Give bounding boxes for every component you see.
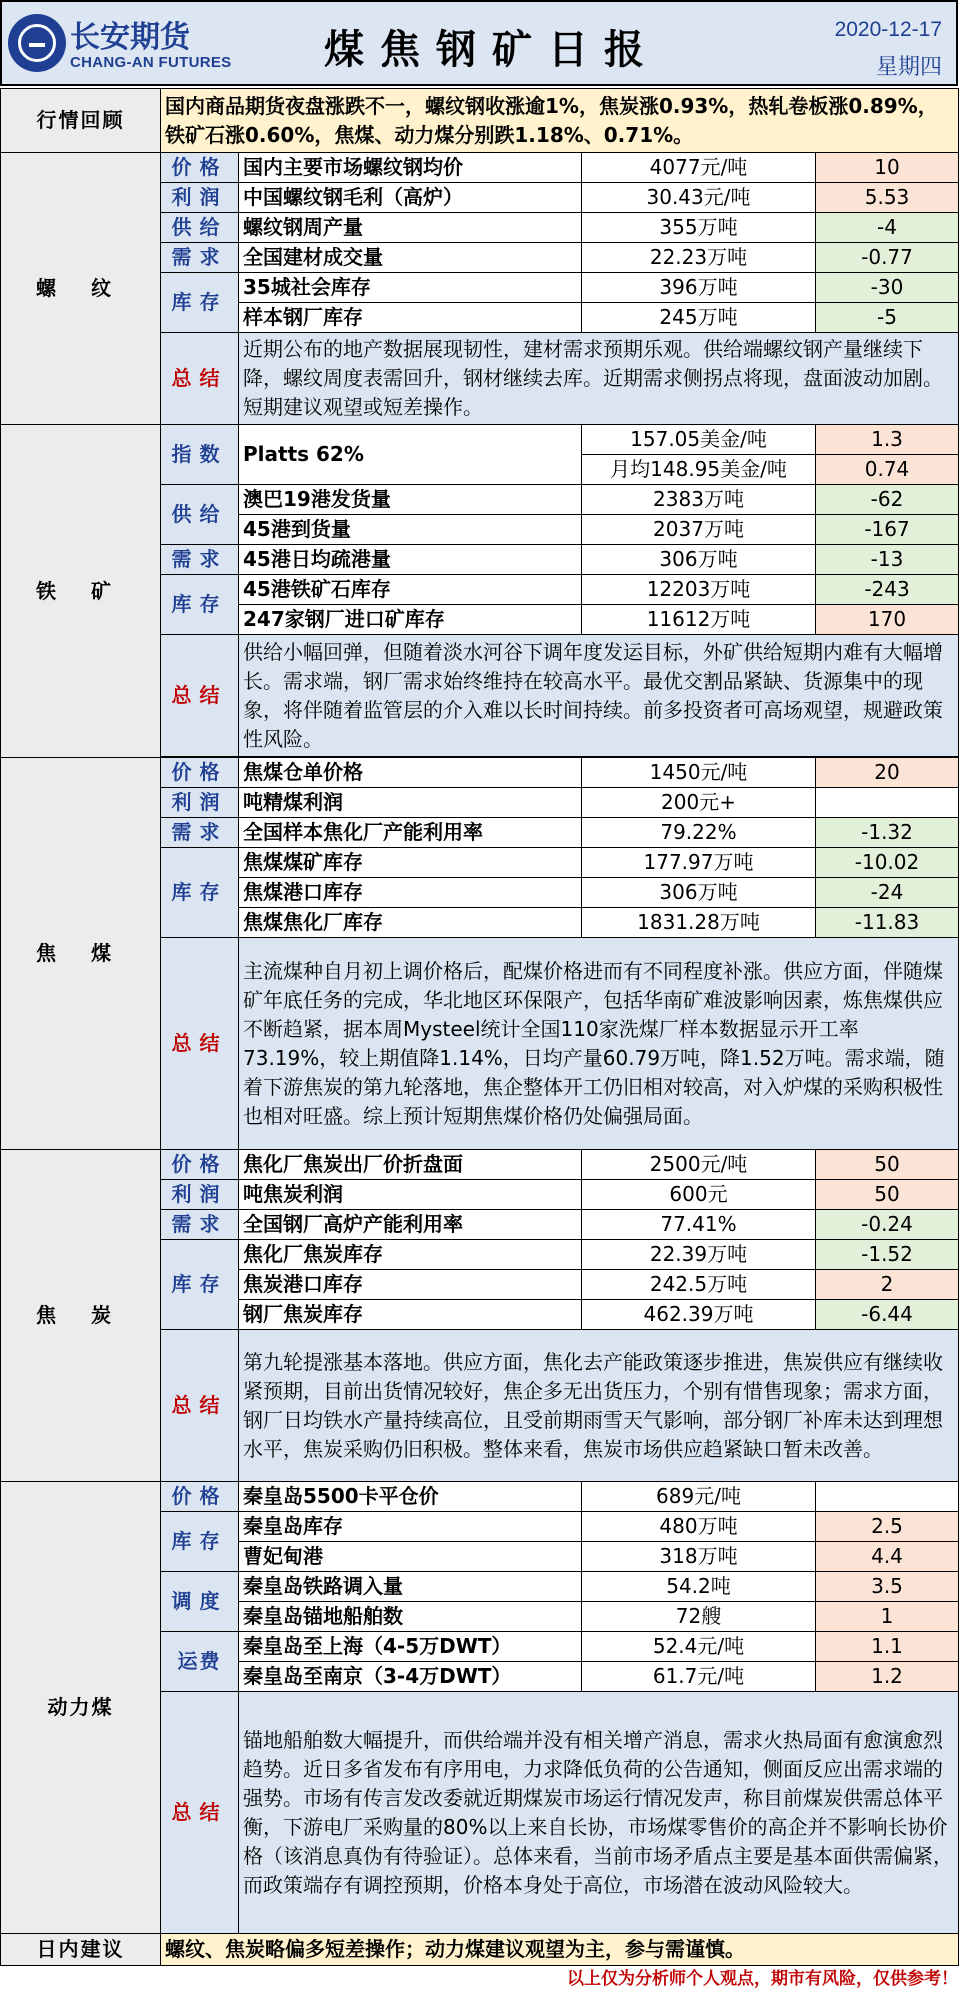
- row-change: 20: [816, 758, 959, 788]
- row-item: 钢厂焦炭库存: [239, 1300, 582, 1330]
- coking-coal-row: [1, 758, 959, 788]
- commodity-coking-coal: 焦 煤: [1, 758, 161, 1150]
- row-change: 2: [816, 1270, 959, 1300]
- row-label: 调度: [161, 1572, 239, 1632]
- row-change: 0.74: [816, 455, 959, 485]
- row-change: -4: [816, 213, 959, 243]
- row-value: 177.97万吨: [582, 848, 816, 878]
- row-label: 库存: [161, 575, 239, 635]
- row-change: -10.02: [816, 848, 959, 878]
- row-value: 11612万吨: [582, 605, 816, 635]
- row-item: 45港铁矿石库存: [239, 575, 582, 605]
- row-change: [816, 1482, 959, 1512]
- row-label: 价格: [161, 758, 239, 788]
- row-value: 月均148.95美金/吨: [582, 455, 816, 485]
- row-label: 库存: [161, 848, 239, 938]
- row-item: 秦皇岛锚地船舶数: [239, 1602, 582, 1632]
- row-change: -0.24: [816, 1210, 959, 1240]
- row-change: 1.2: [816, 1662, 959, 1692]
- report-date: 2020-12-17: [834, 18, 942, 41]
- company-name-en: CHANG-AN FUTURES: [70, 54, 232, 71]
- row-change: 3.5: [816, 1572, 959, 1602]
- row-change: 170: [816, 605, 959, 635]
- row-value: 306万吨: [582, 545, 816, 575]
- row-item: 全国建材成交量: [239, 243, 582, 273]
- row-value: 306万吨: [582, 878, 816, 908]
- row-change: 4.4: [816, 1542, 959, 1572]
- report-weekday: 星期四: [875, 55, 942, 80]
- row-change: 10: [816, 153, 959, 183]
- rebar-row: [1, 153, 959, 183]
- row-change: 2.5: [816, 1512, 959, 1542]
- row-value: 12203万吨: [582, 575, 816, 605]
- row-value: 689元/吨: [582, 1482, 816, 1512]
- row-label: 利润: [161, 183, 239, 213]
- row-item: 焦化厂焦炭出厂价折盘面: [239, 1150, 582, 1180]
- row-label: 库存: [161, 1240, 239, 1330]
- row-label: 库存: [161, 273, 239, 333]
- row-item: 吨精煤利润: [239, 788, 582, 818]
- row-item: 焦化厂焦炭库存: [239, 1240, 582, 1270]
- row-change: 1.3: [816, 425, 959, 455]
- row-item: 样本钢厂库存: [239, 303, 582, 333]
- company-name-cn: 长安期货: [70, 20, 190, 55]
- row-item: 焦煤煤矿库存: [239, 848, 582, 878]
- row-item: 秦皇岛至上海（4-5万DWT）: [239, 1632, 582, 1662]
- coke-summary: 第九轮提涨基本落地。供应方面，焦化去产能政策逐步推进，焦炭供应有继续收紧预期，目前出货情况较好，焦企多无出货压力，个别有惜售现象；需求方面，钢厂日均铁水产量持续高位，且受前期雨雪天气影响，部分钢厂补库未达到理想水平，焦炭采购仍旧积极。整体来看，焦炭市场供应趋紧缺口暂未改善。: [239, 1330, 959, 1482]
- row-label: 运费: [161, 1632, 239, 1692]
- row-change: -6.44: [816, 1300, 959, 1330]
- row-item: 247家钢厂进口矿库存: [239, 605, 582, 635]
- row-value: 1450元/吨: [582, 758, 816, 788]
- row-item: 吨焦炭利润: [239, 1180, 582, 1210]
- ore-summary: 供给小幅回弹，但随着淡水河谷下调年度发运目标，外矿供给短期内难有大幅增长。需求端，钢厂需求始终维持在较高水平。最优交割品紧缺、货源集中的现象，将伴随着监管层的介入难以长时间持续。前多投资者可高场观望，规避政策性风险。: [239, 635, 959, 757]
- row-label: 需求: [161, 243, 239, 273]
- row-value: 77.41%: [582, 1210, 816, 1240]
- commodity-ore: 铁 矿: [1, 425, 161, 758]
- row-value: 2383万吨: [582, 485, 816, 515]
- row-item: 秦皇岛至南京（3-4万DWT）: [239, 1662, 582, 1692]
- review-label: 行情回顾: [1, 89, 161, 153]
- ore-index-row: [1, 425, 959, 455]
- row-value: 72艘: [582, 1602, 816, 1632]
- rebar-summary: 近期公布的地产数据展现韧性，建材需求预期乐观。供给端螺纹钢产量继续下降，螺纹周度表需回升，钢材继续去库。近期需求侧拐点将现，盘面波动加剧。短期建议观望或短差操作。: [239, 333, 959, 425]
- row-change: -1.32: [816, 818, 959, 848]
- commodity-coke: 焦 炭: [1, 1150, 161, 1482]
- row-value: 54.2吨: [582, 1572, 816, 1602]
- intraday-label: 日内建议: [1, 1934, 161, 1966]
- row-item: 国内主要市场螺纹钢均价: [239, 153, 582, 183]
- row-item: 35城社会库存: [239, 273, 582, 303]
- row-item: 焦煤港口库存: [239, 878, 582, 908]
- row-item: 螺纹钢周产量: [239, 213, 582, 243]
- row-change: [816, 788, 959, 818]
- row-value: 52.4元/吨: [582, 1632, 816, 1662]
- row-change: 5.53: [816, 183, 959, 213]
- row-item: 秦皇岛铁路调入量: [239, 1572, 582, 1602]
- row-label: 利润: [161, 1180, 239, 1210]
- review-row: [1, 89, 959, 153]
- row-value: 242.5万吨: [582, 1270, 816, 1300]
- row-item: 45港日均疏港量: [239, 545, 582, 575]
- changan-logo-icon: [8, 14, 66, 72]
- row-change: -30: [816, 273, 959, 303]
- row-item: 秦皇岛库存: [239, 1512, 582, 1542]
- row-change: 1: [816, 1602, 959, 1632]
- row-value: 396万吨: [582, 273, 816, 303]
- row-item: 焦煤仓单价格: [239, 758, 582, 788]
- row-value: 22.39万吨: [582, 1240, 816, 1270]
- row-value: 79.22%: [582, 818, 816, 848]
- row-value: 30.43元/吨: [582, 183, 816, 213]
- row-item: 中国螺纹钢毛利（高炉）: [239, 183, 582, 213]
- row-change: -167: [816, 515, 959, 545]
- row-label: 供给: [161, 213, 239, 243]
- coking-coal-summary: 主流煤种自月初上调价格后，配煤价格进而有不同程度补涨。供应方面，伴随煤矿年底任务的完成，华北地区环保限产，包括华南矿难波影响因素，炼焦煤供应不断趋紧，据本周Mysteel统计全国110家洗煤厂样本数据显示开工率73.19%，较上期值降1.14%，日均产量60.79万吨，降1.52万吨。需求端，随着下游焦炭的第九轮落地，焦企整体开工仍旧相对较高，对入炉煤的采购积极性也相对旺盛。综上预计短期焦煤价格仍处偏强局面。: [239, 938, 959, 1150]
- row-label: 需求: [161, 818, 239, 848]
- row-value: 318万吨: [582, 1542, 816, 1572]
- row-change: 1.1: [816, 1632, 959, 1662]
- row-change: -5: [816, 303, 959, 333]
- row-label: 库存: [161, 1512, 239, 1572]
- row-label: 价格: [161, 1482, 239, 1512]
- report-header: [0, 0, 958, 86]
- summary-label: 总结: [161, 1692, 239, 1934]
- summary-label: 总结: [161, 938, 239, 1150]
- row-item: 全国样本焦化厂产能利用率: [239, 818, 582, 848]
- row-change: -1.52: [816, 1240, 959, 1270]
- row-value: 600元: [582, 1180, 816, 1210]
- thermal-coal-row: [1, 1482, 959, 1512]
- intraday-text: 螺纹、焦炭略偏多短差操作；动力煤建议观望为主，参与需谨慎。: [161, 1934, 959, 1966]
- review-text: 国内商品期货夜盘涨跌不一，螺纹钢收涨逾1%，焦炭涨0.93%，热轧卷板涨0.89%，铁矿石涨0.60%，焦煤、动力煤分别跌1.18%、0.71%。: [161, 89, 959, 153]
- row-value: 2500元/吨: [582, 1150, 816, 1180]
- row-change: -243: [816, 575, 959, 605]
- row-change: 50: [816, 1150, 959, 1180]
- row-item: 澳巴19港发货量: [239, 485, 582, 515]
- row-label: 价格: [161, 1150, 239, 1180]
- row-value: 157.05美金/吨: [582, 425, 816, 455]
- report-title: 煤焦钢矿日报: [324, 27, 660, 73]
- row-value: 4077元/吨: [582, 153, 816, 183]
- row-label: 需求: [161, 545, 239, 575]
- row-item: 45港到货量: [239, 515, 582, 545]
- intraday-row: [1, 1934, 959, 1966]
- row-value: 1831.28万吨: [582, 908, 816, 938]
- row-item: 焦煤焦化厂库存: [239, 908, 582, 938]
- row-item: 曹妃甸港: [239, 1542, 582, 1572]
- report-table: [0, 88, 959, 1966]
- coke-row: [1, 1150, 959, 1180]
- row-change: -24: [816, 878, 959, 908]
- row-item: 秦皇岛5500卡平仓价: [239, 1482, 582, 1512]
- row-change: -0.77: [816, 243, 959, 273]
- summary-label: 总结: [161, 1330, 239, 1482]
- row-label: 价格: [161, 153, 239, 183]
- row-value: 355万吨: [582, 213, 816, 243]
- commodity-rebar: 螺 纹: [1, 153, 161, 425]
- summary-label: 总结: [161, 635, 239, 757]
- row-label: 供给: [161, 485, 239, 545]
- row-value: 245万吨: [582, 303, 816, 333]
- row-item: 焦炭港口库存: [239, 1270, 582, 1300]
- row-value: 2037万吨: [582, 515, 816, 545]
- commodity-thermal-coal: 动力煤: [1, 1482, 161, 1934]
- row-change: -62: [816, 485, 959, 515]
- row-value: 22.23万吨: [582, 243, 816, 273]
- row-value: 200元+: [582, 788, 816, 818]
- row-label: 利润: [161, 788, 239, 818]
- row-value: 462.39万吨: [582, 1300, 816, 1330]
- disclaimer: 以上仅为分析师个人观点，期市有风险，仅供参考！: [567, 1969, 958, 1989]
- row-item: Platts 62%: [239, 425, 582, 485]
- summary-label: 总结: [161, 333, 239, 425]
- row-change: 50: [816, 1180, 959, 1210]
- row-item: 全国钢厂高炉产能利用率: [239, 1210, 582, 1240]
- row-label: 指数: [161, 425, 239, 485]
- row-value: 480万吨: [582, 1512, 816, 1542]
- row-change: -13: [816, 545, 959, 575]
- row-value: 61.7元/吨: [582, 1662, 816, 1692]
- row-label: 需求: [161, 1210, 239, 1240]
- thermal-coal-summary: 锚地船舶数大幅提升，而供给端并没有相关增产消息，需求火热局面有愈演愈烈趋势。近日多省发布有序用电，力求降低负荷的公告通知，侧面反应出需求端的强势。市场有传言发改委就近期煤炭市场运行情况发声，称目前煤炭供需总体平衡，下游电厂采购量的80%以上来自长协，市场煤零售价的高企并不影响长协价格（该消息真伪有待验证）。总体来看，当前市场矛盾点主要是基本面供需偏紧，而政策端存有调控预期，价格本身处于高位，市场潜在波动风险较大。: [239, 1692, 959, 1934]
- row-change: -11.83: [816, 908, 959, 938]
